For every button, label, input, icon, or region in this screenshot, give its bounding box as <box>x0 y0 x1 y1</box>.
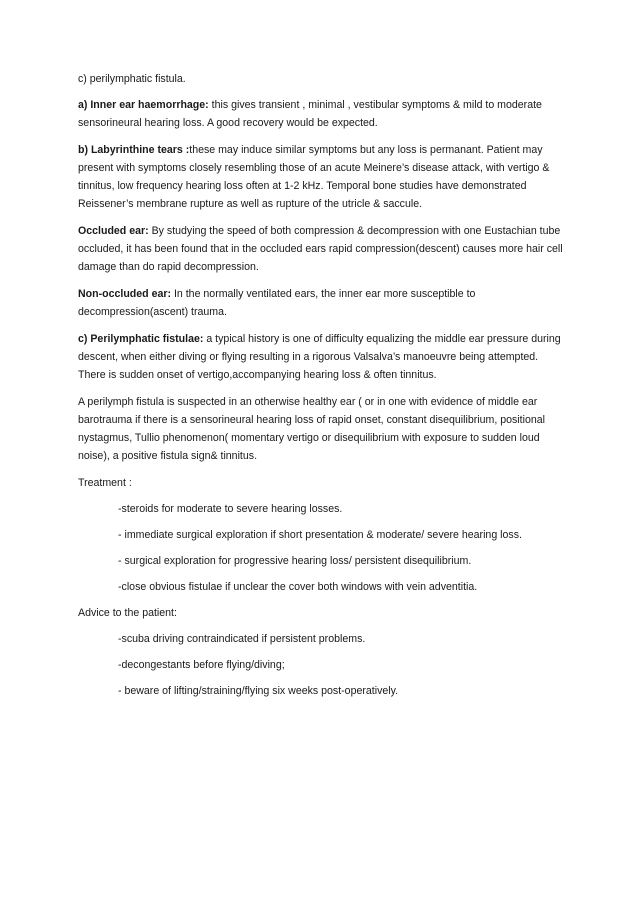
section-heading: Non-occluded ear: <box>78 288 172 300</box>
advice-item: -decongestants before flying/diving; <box>118 659 285 671</box>
treatment-item: - surgical exploration for progressive hearing loss/ persistent disequilibrium. <box>118 555 472 567</box>
intro-line: c) perilymphatic fistula. <box>78 73 186 85</box>
section-labyrinthine-tears <box>78 141 568 213</box>
section-heading: b) Labyrinthine tears : <box>78 144 190 156</box>
treatment-item: -close obvious fistulae if unclear the cover both windows with vein adventitia. <box>118 581 478 593</box>
fistula-paragraph: A perilymph fistula is suspected in an otherwise healthy ear ( or in one with evidence of middle ear barotrauma if there is a sensorineural hearing loss of rapid onset, constant disequilibrium, positional nystagmus, Tullio phenomenon( momentary vertigo or disequilibrium with exposure to sudden loud noise), a positive fistula sign& tinnitus. <box>78 396 545 462</box>
section-text: these may induce similar symptoms but any loss is permanant. Patient may present with symptoms closely resembling those of an acute Meinere’s disease attack, with vertigo & tinnitus, low frequency hearing loss often at 1-2 kHz. Temporal bone studies have demonstrated Reissener’s membrane rupture as well as rupture of the utricle & saccule. <box>78 144 550 210</box>
section-heading: Occluded ear: <box>78 225 149 237</box>
section-perilymphatic-fistulae <box>78 330 568 384</box>
section-text: this gives transient , minimal , vestibular symptoms & mild to moderate sensorineural hearing loss. A good recovery would be expected. <box>78 99 542 129</box>
section-heading: a) Inner ear haemorrhage: <box>78 99 209 111</box>
treatment-label: Treatment : <box>78 477 132 489</box>
document-body <box>78 70 568 708</box>
section-text: By studying the speed of both compression & decompression with one Eustachian tube occluded, it has been found that in the occluded ears rapid compression(descent) causes more hair cell damage than do rapid decompression. <box>78 225 563 273</box>
advice-item: - beware of lifting/straining/flying six weeks post-operatively. <box>118 685 399 697</box>
section-heading: c) Perilymphatic fistulae: <box>78 333 204 345</box>
section-text: a typical history is one of difficulty equalizing the middle ear pressure during descent, when either diving or flying resulting in a rigorous Valsalva’s manoeuvre being attempted. There is sudden onset of vertigo,accompanying hearing loss & often tinnitus. <box>78 333 561 381</box>
advice-label: Advice to the patient: <box>78 607 177 619</box>
treatment-item: -steroids for moderate to severe hearing losses. <box>118 503 343 515</box>
advice-item: -scuba driving contraindicated if persistent problems. <box>118 633 366 645</box>
section-inner-ear-haemorrhage <box>78 96 568 132</box>
section-non-occluded-ear <box>78 285 568 321</box>
section-occluded-ear <box>78 222 568 276</box>
treatment-item: - immediate surgical exploration if short presentation & moderate/ severe hearing loss. <box>118 529 522 541</box>
section-text: In the normally ventilated ears, the inner ear more susceptible to decompression(ascent) trauma. <box>78 288 476 318</box>
